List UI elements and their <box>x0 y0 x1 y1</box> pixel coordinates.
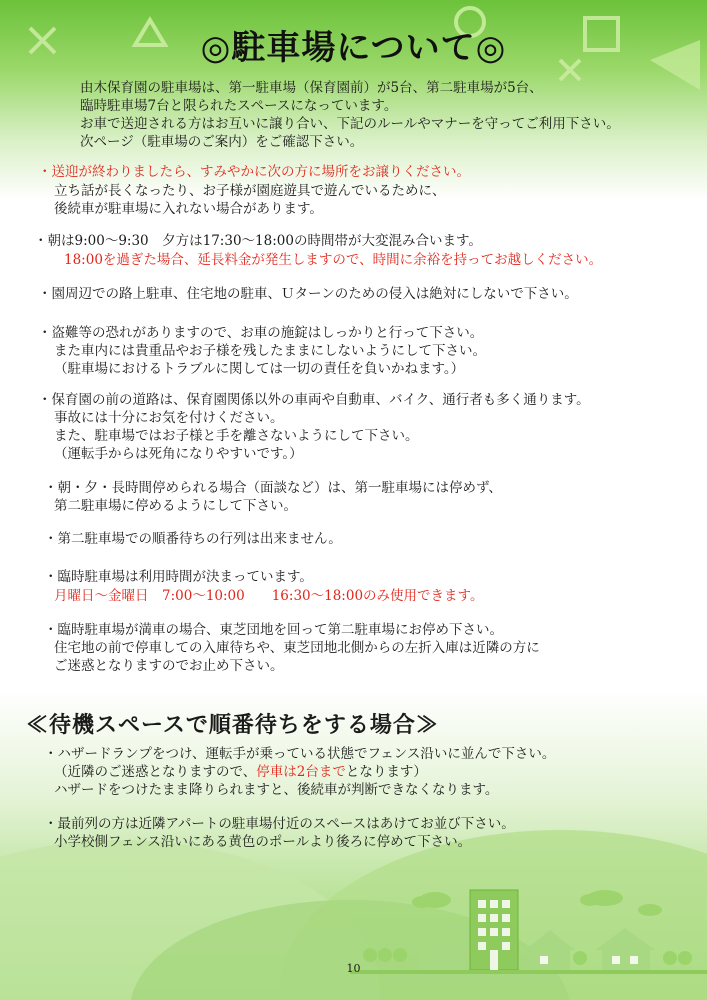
rule-4-line-2: また車内には貴重品やお子様を残したままにしないようにして下さい。 <box>54 343 486 359</box>
rule-2-line-1: ・朝は9:00～9:30 夕方は17:30～18:00の時間帯が大変混み合います。 <box>34 233 482 249</box>
waiting-1-note-end: となります） <box>345 764 427 780</box>
waiting-1-line-3: ハザードをつけたまま降りられますと、後続車が判断できなくなります。 <box>54 782 499 798</box>
rule-4-line-3: （駐車場におけるトラブルに関しては一切の責任を負いかねます。） <box>54 361 465 377</box>
page-number: 10 <box>346 962 361 975</box>
rule-9-line-1: ・臨時駐車場が満車の場合、東芝団地を回って第二駐車場にお停め下さい。 <box>44 622 503 638</box>
waiting-2-line-1: ・最前列の方は近隣アパートの駐車場付近のスペースはあけてお並び下さい。 <box>44 816 515 832</box>
intro-line-2: 臨時駐車場7台と限られたスペースになっています。 <box>80 98 398 114</box>
intro-line-3: お車で送迎される方はお互いに譲り合い、下記のルールやマナーを守ってご利用下さい。 <box>80 116 620 132</box>
intro-line-4: 次ページ（駐車場のご案内）をご確認下さい。 <box>80 134 364 150</box>
rule-8-hours: 月曜日～金曜日 7:00～10:00 16:30～18:00のみ使用できます。 <box>54 588 484 604</box>
rule-5-line-2: 事故には十分にお気を付けください。 <box>54 410 284 426</box>
waiting-2-line-2: 小学校側フェンス沿いにある黄色のポールより後ろに停めて下さい。 <box>54 834 472 850</box>
rule-1-line-1: 立ち話が長くなったり、お子様が園庭遊具で遊んでいるために、 <box>54 183 446 199</box>
waiting-1-limit: 停車は2台まで <box>256 764 346 780</box>
rule-7: ・第二駐車場での順番待ちの行列は出来ません。 <box>44 531 342 547</box>
rule-1-line-2: 後続車が駐車場に入れない場合があります。 <box>54 201 323 217</box>
waiting-1-line-1: ・ハザードランプをつけ、運転手が乗っている状態でフェンス沿いに並んで下さい。 <box>44 746 556 762</box>
waiting-1-line-2 <box>54 763 427 781</box>
rule-1-heading: ・送迎が終わりましたら、すみやかに次の方に場所をお譲りください。 <box>38 164 470 180</box>
rule-5-line-4: （運転手からは死角になりやすいです。） <box>54 446 303 462</box>
rule-3: ・園周辺での路上駐車、住宅地の駐車、Ｕターンのための侵入は絶対にしないで下さい。 <box>38 286 578 302</box>
page-title: ◎駐車場について◎ <box>200 28 507 68</box>
rule-5-line-3: また、駐車場ではお子様と手を離さないようにして下さい。 <box>54 428 419 444</box>
rule-6-line-1: ・朝・夕・長時間停められる場合（面談など）は、第一駐車場には停めず、 <box>44 480 502 496</box>
waiting-section-heading: ≪待機スペースで順番待ちをする場合≫ <box>26 712 439 738</box>
rule-4-line-1: ・盗難等の恐れがありますので、お車の施錠はしっかりと行って下さい。 <box>38 325 484 341</box>
waiting-1-note-start: （近隣のご迷惑となりますので、 <box>54 764 257 780</box>
rule-2-warning: 18:00を過ぎた場合、延長料金が発生しますので、時間に余裕を持ってお越しください。 <box>64 252 603 268</box>
intro-line-1: 由木保育園の駐車場は、第一駐車場（保育園前）が5台、第二駐車場が5台、 <box>80 80 543 96</box>
rule-9-line-3: ご迷惑となりますのでお止め下さい。 <box>54 658 284 674</box>
rule-5-line-1: ・保育園の前の道路は、保育園関係以外の車両や自動車、バイク、通行者も多く通ります。 <box>38 392 590 408</box>
rule-8-line-1: ・臨時駐車場は利用時間が決まっています。 <box>44 569 313 585</box>
rule-9-line-2: 住宅地の前で停車しての入庫待ちや、東芝団地北側からの左折入庫は近隣の方に <box>54 640 540 656</box>
rule-6-line-2: 第二駐車場に停めるようにして下さい。 <box>54 498 297 514</box>
